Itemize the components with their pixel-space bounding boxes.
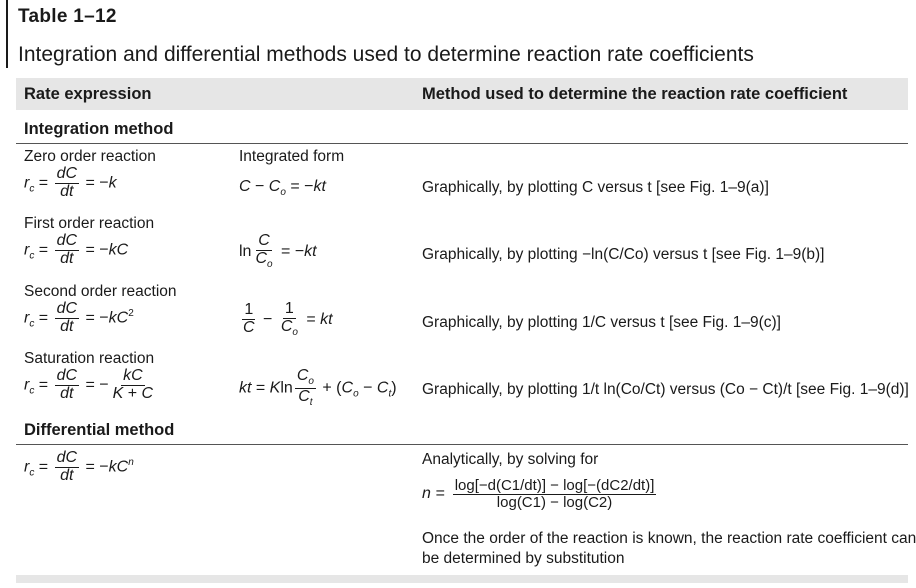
- method-differential-note-line2: be determined by substitution: [422, 550, 625, 567]
- integrated-form-header: Integrated form: [239, 148, 345, 165]
- title-rule: [6, 0, 8, 68]
- header-rate-expression: Rate expression: [24, 85, 152, 103]
- row-label-first-order: First order reaction: [24, 215, 155, 232]
- rate-expression-zero-order: $r_c$ = $\frac{dC}{dt}$ = −k: [24, 165, 117, 200]
- table-title: Integration and differential methods used to determine reaction rate coefficients: [18, 43, 754, 66]
- header-method: Method used to determine the reaction rate coefficient: [422, 85, 848, 103]
- method-differential-note-line1: Once the order of the reaction is known, the reaction rate coefficient can: [422, 530, 916, 547]
- method-second-order: Graphically, by plotting 1/C versus t [see Fig. 1–9(c)]: [422, 314, 781, 331]
- integrated-form-zero-order: $C - C_o = -kt$: [239, 178, 326, 199]
- rate-expression-second-order: $r_c$ = $\frac{dC}{dt}$ = $-kC^2$: [24, 300, 134, 335]
- footer-band: [16, 575, 908, 583]
- section-differential: Differential method: [24, 421, 175, 439]
- row-label-saturation: Saturation reaction: [24, 350, 155, 367]
- section-divider: [16, 444, 908, 445]
- formula-numerator: log[−d(C1/dt)] − log[−(dC2/dt)]: [454, 477, 655, 494]
- section-integration: Integration method: [24, 120, 174, 138]
- integrated-form-second-order: $\frac{1}{C}$ − $\frac{1}{C_o}$ = kt: [243, 300, 333, 338]
- differential-formula: [422, 478, 658, 511]
- integrated-form-saturation: kt = Kln $\frac{C_o}{C_t}$ + $(C_o - C_t)$: [239, 367, 397, 408]
- table-number: Table 1–12: [18, 6, 117, 27]
- rate-expression-first-order: $r_c$ = $\frac{dC}{dt}$ = −kC: [24, 232, 129, 267]
- method-first-order: Graphically, by plotting −ln(C/Co) versus t [see Fig. 1–9(b)]: [422, 246, 825, 263]
- method-saturation: Graphically, by plotting 1/t ln(Co/Ct) versus (Co − Ct)/t [see Fig. 1–9(d)]: [422, 381, 909, 398]
- method-differential-intro: Analytically, by solving for: [422, 451, 599, 468]
- section-divider: [16, 143, 908, 144]
- row-label-zero-order: Zero order reaction: [24, 148, 156, 165]
- formula-denominator: log(C1) − log(C2): [496, 493, 613, 511]
- integrated-form-first-order: ln $\frac{C}{C_o}$ = −kt: [239, 232, 317, 270]
- rate-expression-saturation: $r_c$ = $\frac{dC}{dt}$ = − $\frac{kC}{K + C}$: [24, 367, 154, 402]
- rate-expression-differential: $r_c$ = $\frac{dC}{dt}$ = $-kC^n$: [24, 449, 134, 484]
- row-label-second-order: Second order reaction: [24, 283, 177, 300]
- method-zero-order: Graphically, by plotting C versus t [see Fig. 1–9(a)]: [422, 179, 769, 196]
- formula-lhs: n =: [422, 485, 445, 503]
